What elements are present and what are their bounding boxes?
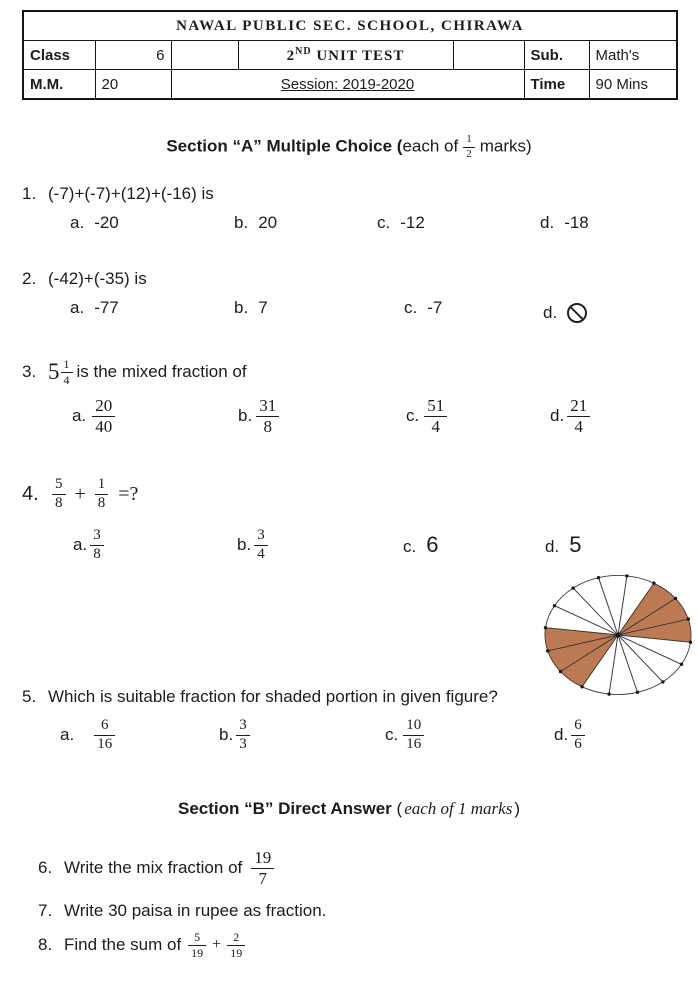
section-a-heading: Section “A” Multiple Choice (each of $\frac{1}{2}$ marks) — [166, 133, 532, 160]
question-8-number: 8. — [38, 935, 53, 954]
q8-plus-sign: + — [212, 936, 222, 953]
q3-option-b: b. $\frac{31}{8}$ — [238, 392, 279, 440]
q3-option-c: c. $\frac{51}{4}$ — [406, 392, 447, 440]
q8-fraction-1: $\frac{5}{19}$ — [188, 931, 206, 959]
question-8-text: Find the sum of — [64, 935, 182, 954]
half-mark-fraction: $\frac{1}{2}$ — [463, 134, 475, 160]
question-5-options — [0, 711, 698, 759]
empty-cell — [453, 41, 524, 70]
q5-option-b: b. $\frac{3}{3}$ — [219, 711, 250, 759]
question-5-number: 5. — [22, 687, 37, 706]
q2-option-b: b. 7 — [234, 298, 268, 317]
section-b-heading: Section “B” Direct Answer ( each of 1 marks ) — [177, 799, 520, 818]
fraction-circle-svg — [542, 573, 694, 697]
question-2-options — [0, 298, 698, 324]
session: Session: 2019-2020 — [171, 70, 524, 100]
question-4-options — [0, 520, 698, 570]
question-2 — [22, 269, 147, 289]
subject-value: Math's — [589, 41, 677, 70]
question-7 — [38, 901, 326, 921]
question-1-number: 1. — [22, 184, 37, 203]
question-1 — [22, 184, 214, 204]
q4-option-a: a. $\frac{3}{8}$ — [73, 520, 104, 570]
question-5 — [22, 687, 498, 707]
question-3-options — [0, 392, 698, 440]
question-6 — [38, 842, 274, 894]
q4-option-c: c. 6 — [403, 532, 439, 557]
q4-fraction-1: $\frac{5}{8}$ — [52, 477, 66, 512]
q4-option-d: d. 5 — [545, 532, 582, 557]
q5-option-d: d. $\frac{6}{6}$ — [554, 711, 585, 759]
question-7-text: Write 30 paisa in rupee as fraction. — [64, 901, 327, 920]
subject-label: Sub. — [524, 41, 589, 70]
school-name: NAWAL PUBLIC SEC. SCHOOL, CHIRAWA — [23, 11, 677, 41]
time-label: Time — [524, 70, 589, 100]
q4-fraction-2: $\frac{1}{8}$ — [95, 477, 109, 512]
q8-fraction-2: $\frac{2}{19}$ — [227, 931, 245, 959]
q3-mixed-fraction: $\frac{1}{4}$ — [61, 358, 73, 386]
mm-value: 20 — [95, 70, 171, 100]
class-value: 6 — [95, 41, 171, 70]
question-5-text: Which is suitable fraction for shaded portion in given figure? — [48, 687, 498, 706]
q5-option-c: c. $\frac{10}{16}$ — [385, 711, 424, 759]
question-8 — [38, 925, 245, 965]
question-6-text: Write the mix fraction of — [64, 858, 243, 877]
q3-option-d: d. $\frac{21}{4}$ — [550, 392, 590, 440]
question-3 — [22, 352, 247, 392]
q1-option-d: d. -18 — [540, 213, 589, 232]
question-1-text: (-7)+(-7)+(12)+(-16) is — [48, 184, 214, 203]
q3-whole-number: 5 — [48, 359, 60, 384]
header-table — [22, 10, 678, 100]
test-title: 2ND UNIT TEST — [238, 41, 453, 70]
q6-fraction: $\frac{19}{7}$ — [251, 849, 274, 888]
q2-option-c: c. -7 — [404, 298, 443, 317]
q1-option-a: a. -20 — [70, 213, 119, 232]
q1-option-b: b. 20 — [234, 213, 278, 232]
q1-option-c: c. -12 — [377, 213, 425, 232]
fraction-circle-figure — [542, 573, 694, 697]
class-label: Class — [23, 41, 95, 70]
q4-plus-sign: + — [74, 482, 86, 505]
q3-option-a: a. $\frac{20}{40}$ — [72, 392, 115, 440]
question-6-number: 6. — [38, 858, 53, 877]
q4-equals: =? — [118, 482, 139, 505]
question-7-number: 7. — [38, 901, 53, 920]
mm-label: M.M. — [23, 70, 95, 100]
no-sign-icon — [567, 303, 587, 323]
section-b-title: Section “B” Direct Answer — [177, 799, 392, 818]
question-2-text: (-42)+(-35) is — [48, 269, 147, 288]
q5-option-a: a. $\frac{6}{16}$ — [60, 711, 115, 759]
question-4-number: 4. — [22, 482, 39, 505]
q4-option-b: b. $\frac{3}{4}$ — [237, 520, 268, 570]
question-3-text: is the mixed fraction of — [76, 362, 247, 381]
q2-option-a: a. -77 — [70, 298, 119, 317]
empty-cell — [171, 41, 238, 70]
question-3-number: 3. — [22, 362, 37, 381]
section-a-title: Section “A” Multiple Choice ( — [166, 136, 403, 156]
question-1-options — [0, 213, 698, 237]
question-2-number: 2. — [22, 269, 37, 288]
question-4 — [22, 467, 138, 521]
time-value: 90 Mins — [589, 70, 677, 100]
q2-option-d: d. — [543, 303, 587, 323]
